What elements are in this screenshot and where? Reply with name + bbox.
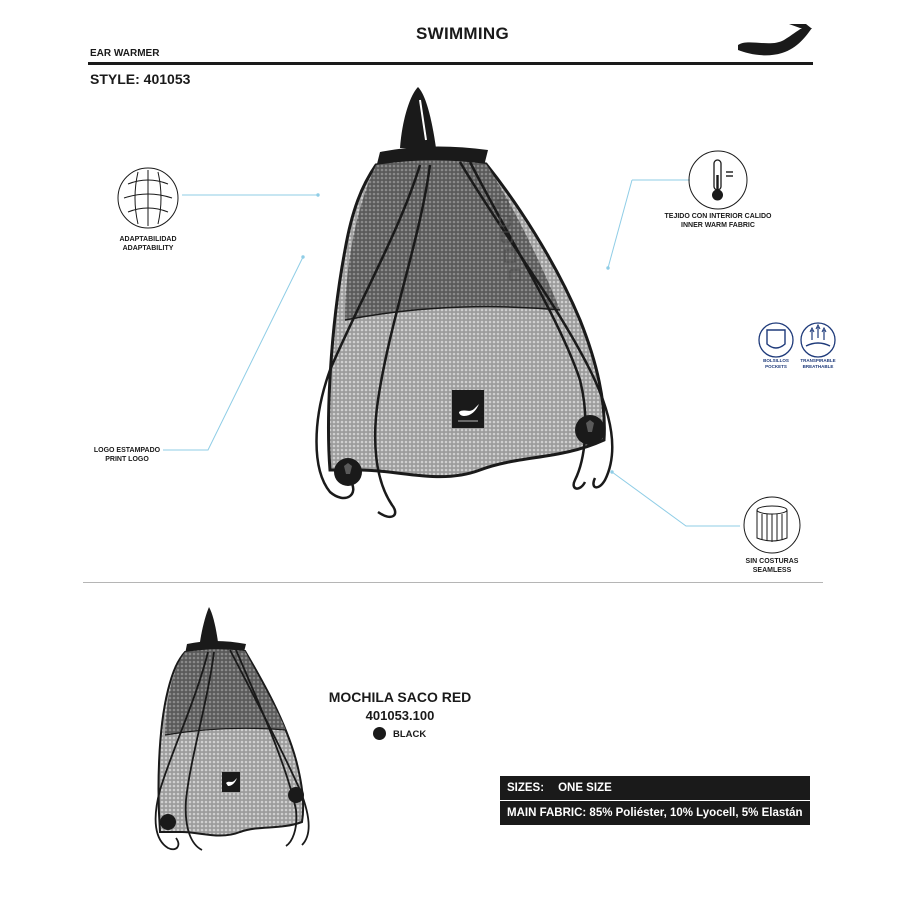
feature-adaptability-line2: ADAPTABILITY — [122, 245, 174, 252]
feature-seamless-label — [727, 557, 817, 575]
color-name: BLACK — [393, 729, 427, 740]
page-title: SWIMMING — [415, 24, 510, 43]
fabric-label: MAIN FABRIC: — [507, 807, 587, 819]
feature-breathable-label — [796, 358, 840, 370]
feature-warm-fabric-line1: TEJIDO CON INTERIOR CALIDO — [664, 213, 772, 220]
fabric-bar — [500, 801, 810, 825]
feature-pockets-line1: BOLSILLOS — [763, 358, 789, 363]
product-name: MOCHILA SACO RED — [328, 689, 472, 705]
feature-print-logo-line2: PRINT LOGO — [105, 456, 149, 463]
feature-seamless-line1: SIN COSTURAS — [745, 558, 799, 565]
callout-line-print-logo — [163, 257, 303, 450]
breathable-icon — [801, 323, 835, 357]
feature-seamless-line2: SEAMLESS — [752, 567, 792, 574]
pocket-icon — [759, 323, 793, 357]
section-divider — [83, 582, 823, 583]
feature-print-logo-line1: LOGO ESTAMPADO — [93, 447, 161, 454]
sizes-value: ONE SIZE — [558, 782, 612, 794]
feature-breathable-line2: BREATHABLE — [802, 364, 834, 369]
thermometer-icon — [689, 151, 747, 209]
callout-line-seamless — [612, 472, 740, 526]
feature-warm-fabric-line2: INNER WARM FABRIC — [681, 222, 755, 229]
thumbnail-bag-illustration — [156, 607, 309, 850]
feature-pockets-line2: POCKETS — [765, 364, 787, 369]
seamless-icon — [744, 497, 800, 553]
feature-print-logo-label — [72, 446, 182, 464]
product-category: EAR WARMER — [90, 48, 160, 59]
fabric-value: 85% Poliéster, 10% Lyocell, 5% Elastán — [589, 807, 803, 819]
product-code: 401053.100 — [365, 708, 435, 723]
feature-adaptability-line1: ADAPTABILIDAD — [119, 236, 177, 243]
main-bag-illustration — [317, 87, 613, 517]
sizes-label: SIZES: — [507, 782, 545, 794]
sizes-bar — [500, 776, 810, 800]
color-swatch — [373, 727, 386, 740]
adaptability-icon — [118, 168, 178, 228]
style-number: STYLE: 401053 — [90, 71, 191, 87]
feature-adaptability-label — [88, 235, 208, 253]
feature-warm-fabric-label — [648, 212, 788, 230]
feature-pockets-label — [756, 358, 796, 370]
feature-breathable-line1: TRANSPIRABLE — [800, 358, 836, 363]
header-divider — [88, 62, 813, 65]
